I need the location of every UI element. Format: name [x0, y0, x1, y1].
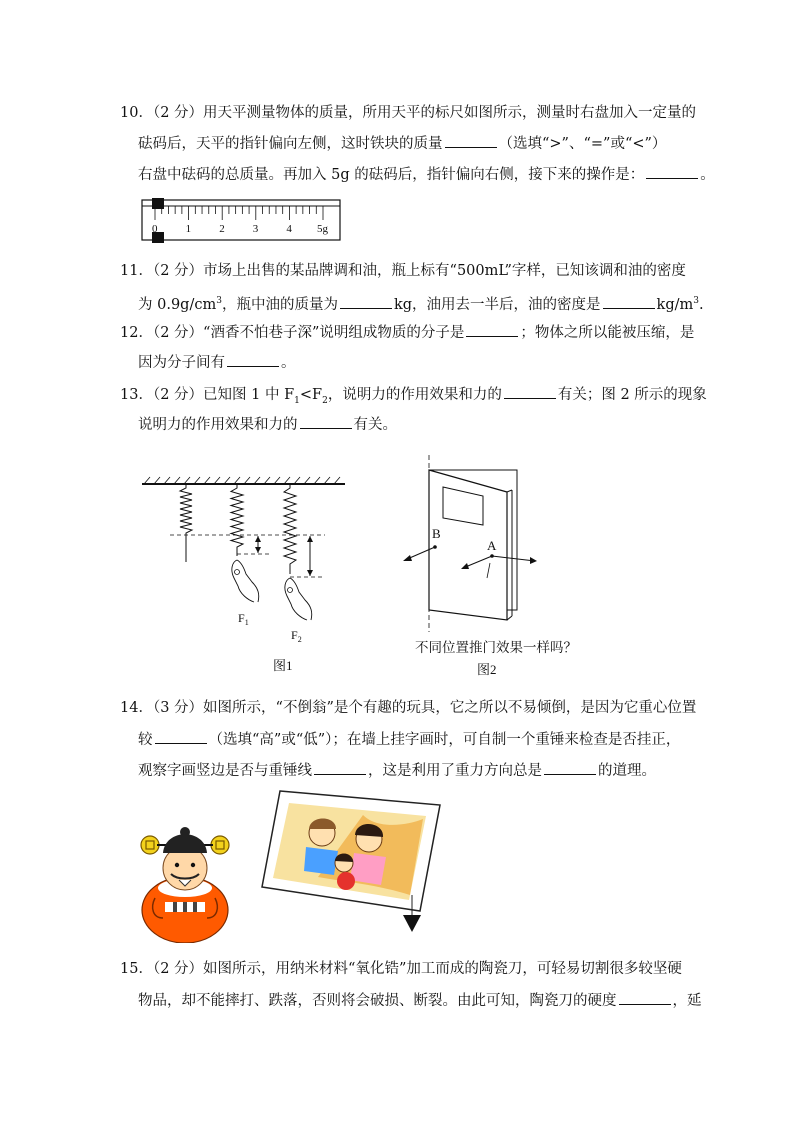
- q11-text: kg，油用去一半后，油的密度是: [393, 296, 601, 313]
- hanging-picture-image: [258, 785, 453, 940]
- q12-text: 。: [281, 355, 296, 371]
- q11-text: .: [698, 296, 704, 313]
- label-a: A: [487, 538, 497, 553]
- q15-text: 物品，却不能摔打、跌落，否则将会破损、断裂。由此可知，陶瓷刀的硬度: [138, 993, 617, 1009]
- label-b: B: [432, 526, 441, 541]
- q10-text: 。: [700, 167, 715, 183]
- spring-3: [284, 485, 296, 574]
- answer-blank[interactable]: [155, 729, 207, 744]
- q10-line2: [138, 133, 666, 154]
- figure-2-door: [395, 450, 610, 680]
- figure-2-question: 不同位置推门效果一样吗？: [415, 640, 577, 655]
- q10-text: 砝码后，天平的指针偏向左侧，这时铁块的质量: [138, 136, 443, 152]
- q10-line1: 10．（2 分）用天平测量物体的质量，所用天平的标尺如图所示，测量时右盘加入一定量的: [120, 105, 697, 121]
- q10-line3: [138, 164, 715, 185]
- label-f1: $F_1$: [238, 611, 249, 627]
- q13-text: 2: [322, 395, 328, 406]
- q13-text: 说明力的作用效果和力的: [138, 417, 298, 433]
- ruler-label: 4: [286, 223, 292, 235]
- q11-text: ，瓶中油的质量为: [221, 296, 338, 313]
- q10-text: （选填“>”、“=”或“<”）: [498, 136, 667, 152]
- q13-text: 有关。: [353, 417, 397, 433]
- q13-line1: [120, 384, 707, 411]
- plumb-bob: [403, 915, 421, 932]
- answer-blank[interactable]: [300, 414, 352, 429]
- q14-text: 的道理。: [598, 763, 656, 779]
- q14-line3: [138, 760, 656, 781]
- tumbler-toy-image: [135, 818, 235, 943]
- q13-text: 13．（2 分）已知图 1 中 F: [120, 387, 295, 403]
- q14-text: 较: [138, 732, 153, 748]
- q15-line1: 15．（2 分）如图所示，用纳米材料“氧化锆”加工而成的陶瓷刀，可轻易切割很多较坚硬: [120, 961, 682, 977]
- hand-2: [285, 578, 312, 620]
- q12-text: ；物体之所以能被压缩，是: [520, 325, 695, 341]
- ruler-label: 5g: [317, 223, 328, 235]
- q11-text: 为 0.9g/cm: [138, 296, 217, 313]
- q11-text: 3: [693, 296, 699, 306]
- label-f2: $F_2$: [291, 628, 302, 644]
- q14-text: （选填“高”或“低”）；在墙上挂字画时，可自制一个重锤来检查是否挂正，: [208, 732, 681, 748]
- answer-blank[interactable]: [445, 133, 497, 148]
- q14-line2: [138, 729, 680, 750]
- answer-blank[interactable]: [314, 760, 366, 775]
- ruler-label: 1: [185, 223, 192, 235]
- q10-text: 右盘中砝码的总质量。再加入 5g 的砝码后，指针偏向右侧，接下来的操作是：: [138, 167, 645, 183]
- answer-blank[interactable]: [544, 760, 596, 775]
- answer-blank[interactable]: [619, 990, 671, 1005]
- ruler-label: 0: [152, 223, 158, 235]
- q13-text: 1: [294, 395, 300, 406]
- answer-blank[interactable]: [504, 384, 556, 399]
- q11-text: 3: [216, 296, 222, 306]
- figure-1-caption: 图1: [273, 658, 293, 673]
- spring-1: [180, 485, 192, 562]
- ruler-label: 2: [219, 223, 225, 235]
- q11-line1: 11．（2 分）市场上出售的某品牌调和油，瓶上标有“500mL”字样，已知该调和油的密度: [120, 263, 686, 279]
- figure-2-caption: 图2: [477, 662, 497, 677]
- q13-text: <F: [299, 387, 323, 403]
- ruler-label: 3: [252, 223, 259, 235]
- q11-line2: [138, 291, 704, 315]
- q12-text: 因为分子间有: [138, 355, 225, 371]
- figure-1-springs: [140, 474, 355, 679]
- q14-line1: 14．（3 分）如图所示，“不倒翁”是个有趣的玩具，它之所以不易倾倒，是因为它重心位置: [120, 700, 697, 716]
- q13-line2: [138, 414, 397, 435]
- hand-1: [232, 560, 259, 602]
- q12-text: 12．（2 分）“酒香不怕巷子深”说明组成物质的分子是: [120, 325, 465, 341]
- balance-scale-ruler: [140, 196, 345, 246]
- q11-text: kg/m: [656, 296, 694, 313]
- answer-blank[interactable]: [603, 294, 655, 309]
- q15-line2: [138, 990, 702, 1011]
- rider-top: [152, 198, 164, 209]
- answer-blank[interactable]: [227, 352, 279, 367]
- q12-line1: [120, 322, 694, 343]
- q14-text: 观察字画竖边是否与重锤线: [138, 763, 312, 779]
- answer-blank[interactable]: [646, 164, 698, 179]
- q15-text: ，延: [672, 993, 702, 1009]
- answer-blank[interactable]: [340, 294, 392, 309]
- q14-text: ，这是利用了重力方向总是: [368, 763, 542, 779]
- spring-2: [231, 485, 243, 556]
- q13-text: 有关；图 2 所示的现象: [557, 387, 707, 403]
- q13-text: ，说明力的作用效果和力的: [327, 387, 502, 403]
- answer-blank[interactable]: [466, 322, 518, 337]
- q12-line2: [138, 352, 296, 373]
